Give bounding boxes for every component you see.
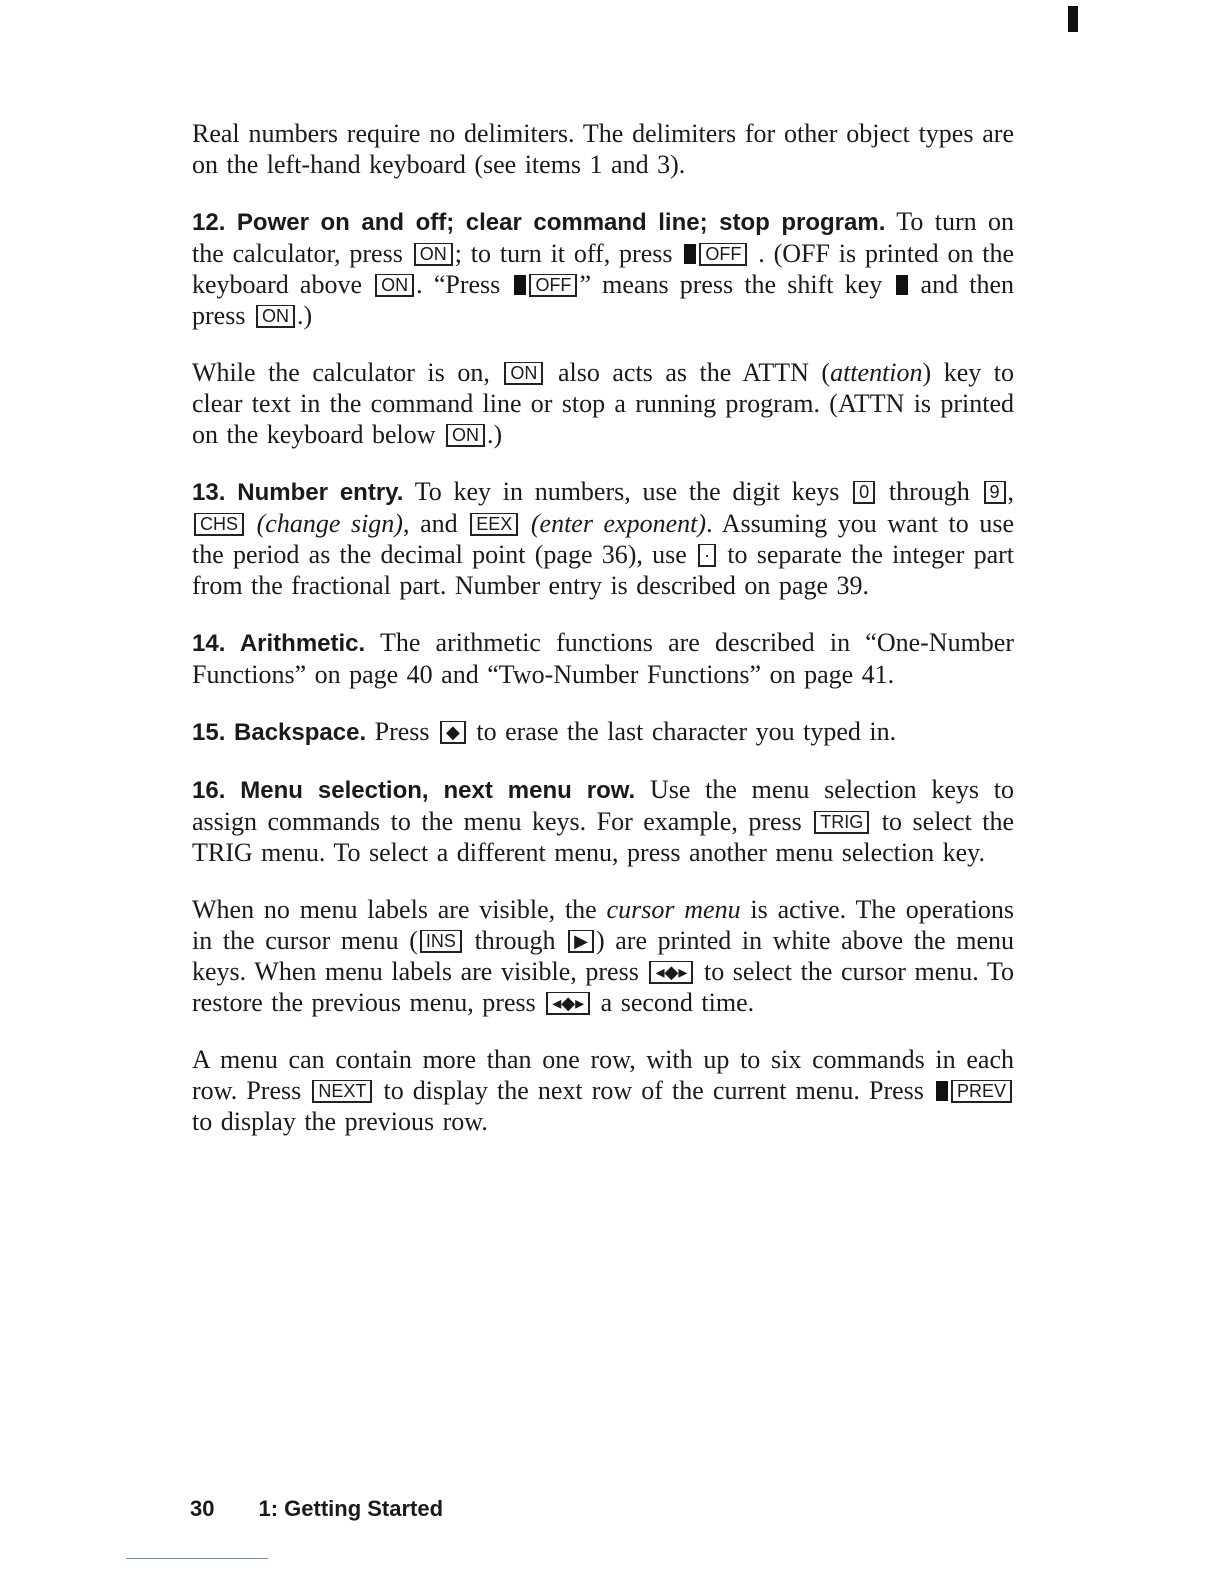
section-16	[192, 774, 1014, 868]
trig-key: TRIG	[814, 811, 869, 834]
paragraph-cursor-menu	[192, 894, 1014, 1018]
text: . (OFF is printed on the keyboard above	[192, 239, 1015, 299]
chs-key: CHS	[194, 513, 244, 536]
emphasis: (enter exponent)	[530, 509, 707, 538]
shift-key-icon	[896, 275, 908, 295]
text: . “Press	[416, 270, 501, 299]
text: to display the next row of the current menu. Press	[383, 1076, 924, 1105]
text: to select the TRIG menu. To select a different menu, press another menu selection key.	[192, 807, 1014, 867]
cursor-menu-key-icon: ◂◆▸	[546, 992, 590, 1015]
on-key: ON	[256, 305, 295, 328]
text: , and	[402, 509, 458, 538]
on-key: ON	[446, 424, 485, 447]
text: ,	[1007, 477, 1015, 506]
text: through	[888, 477, 970, 506]
text: The arithmetic functions are described in “One-Number Functions” on page 40 and “Two-Number Functions” on page 41.	[192, 628, 1014, 689]
text: A menu can contain more than one row, with up to six commands in each row. Press	[192, 1045, 1014, 1105]
bottom-rule	[126, 1558, 268, 1559]
text: . Assuming you want to use the period as the decimal point (page 36), use	[192, 509, 1015, 569]
text: through	[474, 926, 556, 955]
section-16-heading: 16. Menu selection, next menu row.	[192, 777, 636, 804]
text: .)	[296, 301, 313, 330]
section-12-heading: 12. Power on and off; clear command line; stop program.	[192, 209, 886, 236]
shift-key-icon	[514, 275, 526, 295]
text: ; to turn it off, press	[454, 239, 673, 268]
text: ) are printed in white above the menu keys. When menu labels are visible, press	[192, 926, 1015, 986]
emphasis: cursor menu	[606, 895, 741, 924]
cursor-menu-key-icon: ◂◆▸	[649, 961, 693, 984]
shift-key-icon	[936, 1081, 948, 1101]
off-key: OFF	[529, 274, 577, 297]
right-arrow-key-icon: ▶	[568, 930, 594, 953]
section-12	[192, 206, 1014, 331]
page-content	[192, 118, 1014, 1163]
backspace-key-icon: ◆	[440, 721, 466, 744]
paragraph-menu-rows	[192, 1044, 1014, 1137]
text: to display the previous row.	[192, 1107, 488, 1136]
page-number: 30	[190, 1496, 215, 1521]
emphasis: (change sign)	[256, 509, 403, 538]
eex-key: EEX	[470, 513, 518, 536]
text: to separate the integer part from the fractional part. Number entry is described on page 39.	[192, 540, 1015, 600]
text: a second time.	[600, 988, 755, 1017]
text: Press	[374, 717, 430, 746]
text: to erase the last character you typed in.	[476, 717, 897, 746]
page-footer	[190, 1496, 443, 1522]
digit-0-key: 0	[853, 481, 875, 504]
digit-9-key: 9	[984, 481, 1006, 504]
on-key: ON	[375, 274, 414, 297]
ins-key: INS	[420, 930, 462, 953]
section-15-heading: 15. Backspace.	[192, 719, 367, 746]
text: Use the menu selection keys to assign commands to the menu keys. For example, press	[192, 775, 1014, 836]
on-key: ON	[504, 362, 543, 385]
section-13	[192, 476, 1014, 601]
decimal-point-key: ·	[698, 544, 716, 567]
text: also acts as the ATTN (	[557, 358, 831, 387]
text: When no menu labels are visible, the	[192, 895, 597, 924]
text: To key in numbers, use the digit keys	[414, 477, 840, 506]
shift-key-icon	[684, 244, 696, 264]
text: and then press	[192, 270, 1015, 330]
paragraph-delimiters	[192, 118, 1014, 180]
prev-key: PREV	[951, 1080, 1012, 1103]
text: To turn on the calculator, press	[192, 207, 1015, 268]
paragraph-attn	[192, 357, 1014, 450]
chapter-title: 1: Getting Started	[258, 1496, 444, 1521]
off-key: OFF	[699, 243, 747, 266]
text: Real numbers require no delimiters. The delimiters for other object types are on the left-hand keyboard (see items 1 and 3).	[192, 119, 1014, 179]
text: to select the cursor menu. To restore the previous menu, press	[192, 957, 1015, 1017]
text: .)	[487, 420, 503, 449]
section-14	[192, 627, 1014, 690]
page-tab-marker	[1068, 6, 1078, 32]
section-15	[192, 716, 1014, 748]
section-13-heading: 13. Number entry.	[192, 479, 404, 506]
on-key: ON	[414, 243, 453, 266]
next-key: NEXT	[312, 1080, 372, 1103]
text: is active. The operations in the cursor menu (	[192, 895, 1015, 955]
text: ” means press the shift key	[579, 270, 883, 299]
text: While the calculator is on,	[192, 358, 490, 387]
text: ) key to clear text in the command line or stop a running program. (ATTN is printed on the keyboard below	[192, 358, 1015, 449]
emphasis: attention	[830, 358, 923, 387]
section-14-heading: 14. Arithmetic.	[192, 630, 366, 657]
